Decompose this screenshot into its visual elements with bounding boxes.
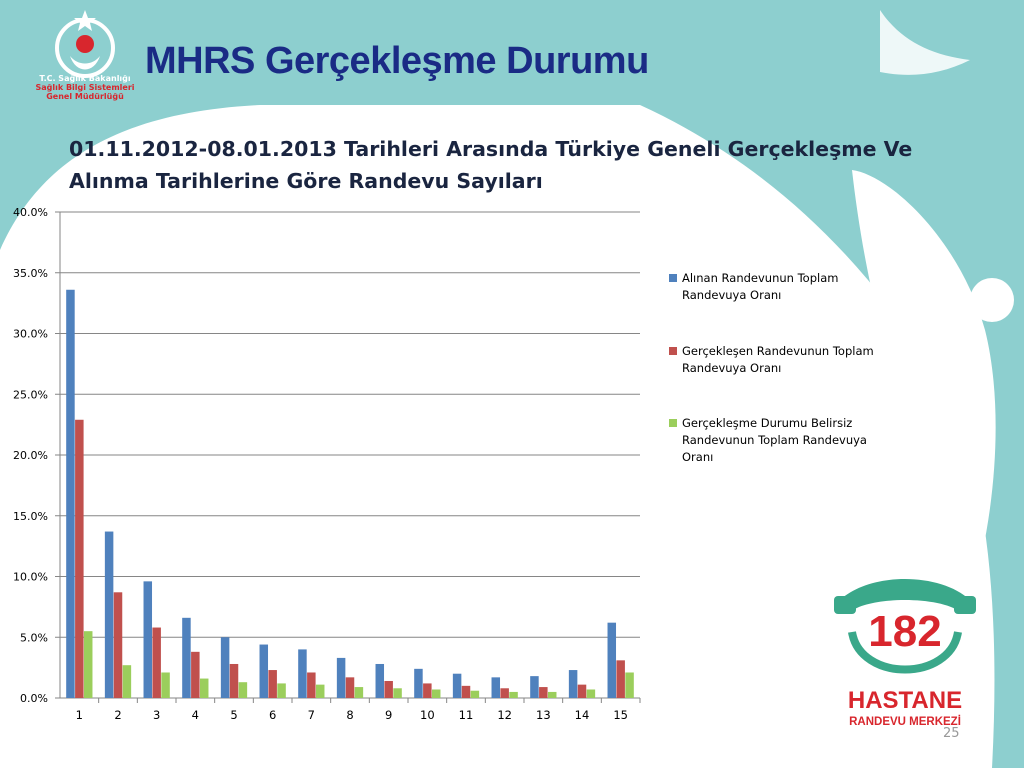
bar-series-2 [307,672,316,698]
x-tick-label: 11 [458,708,474,722]
bar-series-2 [346,677,355,698]
x-tick-label: 12 [497,708,512,722]
bar-series-3 [625,672,634,698]
brand-hastane: HASTANE [847,687,963,714]
bar-series-1 [66,290,75,698]
legend-item-1 [669,270,889,304]
x-tick-label: 10 [420,708,435,722]
x-tick-label: 14 [574,708,590,722]
bar-series-2 [191,652,200,698]
bar-series-1 [221,637,230,698]
x-tick-label: 3 [153,708,161,722]
x-tick-label: 2 [114,708,122,722]
handset-right-cup [954,596,976,614]
bar-series-1 [105,532,114,698]
x-tick-label: 13 [536,708,551,722]
bar-series-3 [123,665,132,698]
brand-number: 182 [868,607,942,656]
bar-series-2 [268,670,277,698]
x-tick-label: 5 [230,708,238,722]
bar-series-3 [277,683,286,698]
bar-series-3 [432,689,441,698]
x-tick-label: 8 [346,708,354,722]
x-tick-label: 4 [191,708,199,722]
y-tick-label: 5.0% [20,631,48,645]
x-tick-label: 15 [613,708,628,722]
logo-text-directorate: Genel Müdürlüğü [46,92,124,101]
bar-series-1 [144,581,153,698]
bar-series-2 [616,660,625,698]
hastane-randevu-merkezi-logo [830,570,980,740]
bar-series-2 [152,628,161,698]
bar-series-3 [587,689,596,698]
legend-swatch [669,347,677,355]
logo-text-ministry: T.C. Sağlık Bakanlığı [39,74,131,83]
bar-series-3 [393,688,402,698]
legend-item-3 [669,415,889,466]
x-tick-label: 1 [75,708,83,722]
y-tick-label: 35.0% [13,266,48,280]
x-tick-label: 9 [385,708,393,722]
bar-series-3 [471,691,480,698]
bar-series-2 [423,683,432,698]
y-tick-label: 30.0% [13,327,48,341]
x-tick-label: 7 [307,708,315,722]
logo-text-department: Sağlık Bilgi Sistemleri [35,83,135,92]
chart-axes [55,212,640,703]
bar-series-2 [500,688,509,698]
y-tick-label: 15.0% [13,509,48,523]
y-tick-label: 20.0% [13,449,48,462]
page-number: 25 [943,726,960,741]
y-tick-label: 40.0% [13,206,48,219]
bar-series-2 [75,420,84,698]
chart-title: 01.11.2012-08.01.2013 Tarihleri Arasında Türkiye Geneli Gerçekleşme Ve Alınma Tarihlerine Göre Randevu Sayıları [69,137,913,193]
bar-series-2 [539,687,548,698]
bar-series-2 [462,686,471,698]
brand-randevu-merkezi: RANDEVU MERKEZİ [849,716,961,728]
bar-series-1 [376,664,385,698]
legend-swatch [669,419,677,427]
bar-series-3 [200,679,209,698]
y-tick-label: 25.0% [13,388,48,402]
bar-series-3 [355,687,364,698]
bar-series-3 [84,631,93,698]
bar-series-1 [608,623,617,698]
bar-series-1 [569,670,578,698]
x-tick-label: 6 [269,708,277,722]
bar-series-3 [509,692,518,698]
bar-series-3 [161,672,170,698]
legend-label: Gerçekleşen Randevunun Toplam Randevuya Oranı [682,344,874,375]
slide-title: MHRS Gerçekleşme Durumu [145,40,649,82]
bar-series-1 [298,649,307,698]
bar-series-3 [548,692,557,698]
bar-series-3 [316,685,325,698]
bar-series-2 [114,592,123,698]
bar-series-1 [182,618,191,698]
bar-series-3 [239,682,248,698]
bar-series-1 [530,676,539,698]
bar-series-1 [414,669,423,698]
y-tick-label: 10.0% [13,570,48,584]
legend-swatch [669,274,677,282]
handset-left-cup [834,596,856,614]
y-tick-label: 0.0% [20,692,48,705]
bar-series-1 [260,645,269,698]
bar-series-1 [337,658,346,698]
legend-label: Gerçekleşme Durumu Belirsiz Randevunun Toplam Randevuya Oranı [682,416,867,464]
bar-series-1 [492,677,501,698]
legend-item-2 [669,343,889,377]
bar-series-1 [453,674,462,698]
bar-series-2 [230,664,239,698]
bar-series-2 [384,681,393,698]
bar-series-2 [578,685,587,698]
legend-label: Alınan Randevunun Toplam Randevuya Oranı [682,271,839,302]
